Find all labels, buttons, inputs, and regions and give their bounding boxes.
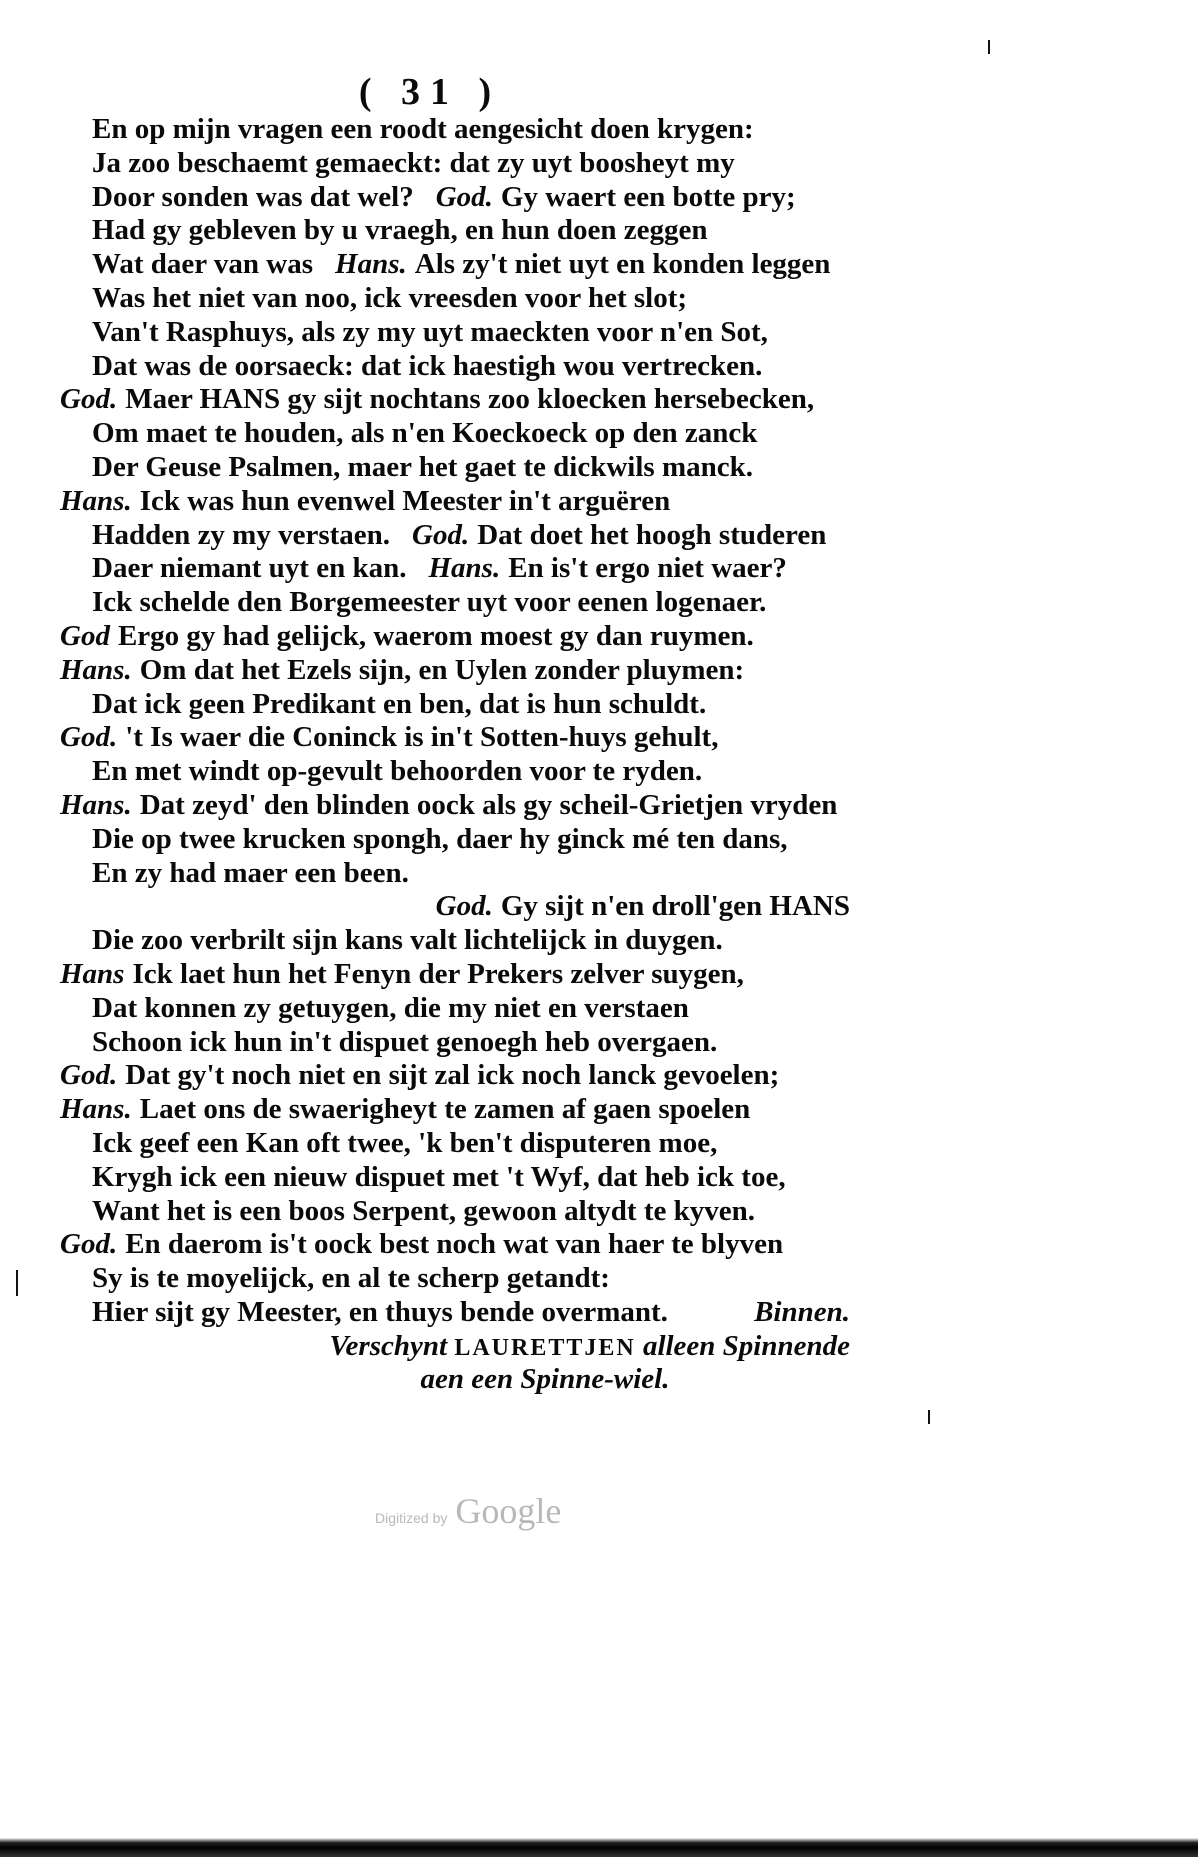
line-text: Had gy gebleven by u vraegh, en hun doen zeggen [92,214,708,247]
speaker-name: God. [60,1059,118,1092]
speaker-name: God. [60,721,118,754]
speaker-name: God. [435,890,493,923]
line-text: Hadden zy my verstaen. [92,518,391,551]
line-text: Daer niemant uyt en kan. [92,552,407,585]
line-text: Dat ick geen Predikant en ben, dat is hun schuldt. [92,687,707,720]
character-name: LAURETTJEN [454,1334,636,1361]
verse-line [60,451,850,485]
line-text: Dat gy't noch niet en sijt zal ick noch lanck gevoelen; [125,1059,780,1092]
stage-direction [60,1363,850,1397]
line-text: En is't ergo niet waer? [508,552,787,585]
speaker-name: God. [60,1228,118,1261]
verse-line [60,1059,850,1093]
verse-line [60,417,850,451]
verse-line [60,316,850,350]
line-text: Dat doet het hoogh studeren [477,518,827,551]
verse-line [60,282,850,316]
digitized-by-label: Digitized by [375,1510,448,1526]
stage-exit: Binnen. [754,1295,850,1328]
line-text: Maer HANS gy sijt nochtans zoo kloecken hersebecken, [125,383,815,416]
google-logo: Google [455,1491,562,1531]
line-text: Ick geef een Kan oft twee, 'k ben't disputeren moe, [92,1126,718,1159]
speaker-name: God. [412,518,470,551]
line-text: En zy had maer een been. [92,856,409,889]
scan-margin-mark [928,1410,930,1424]
line-text: Van't Rasphuys, als zy my uyt maeckten voor n'en Sot, [92,315,768,348]
stage-direction-line2: aen een Spinne-wiel. [420,1363,670,1396]
speaker-name: Hans. [60,484,132,517]
speaker-name: God [60,619,110,652]
speaker-name: Hans. [60,653,132,686]
verse-line [60,586,850,620]
line-text: Dat konnen zy getuygen, die my niet en verstaen [92,991,689,1024]
verse-line [60,113,850,147]
speaker-name: Hans [60,957,125,990]
stage-direction [60,1330,850,1364]
verse-line [60,890,850,924]
verse-line [60,1093,850,1127]
line-text: Om maet te houden, als n'en Koeckoeck op den zanck [92,417,758,450]
line-text: Als zy't niet uyt en konden leggen [414,248,831,281]
verse-line [60,383,850,417]
line-text: Krygh ick een nieuw dispuet met 't Wyf, dat heb ick toe, [92,1160,786,1193]
line-text: Dat was de oorsaeck: dat ick haestigh wou vertrecken. [92,349,763,382]
verse-line [60,654,850,688]
line-text: Der Geuse Psalmen, maer het gaet te dickwils manck. [92,450,753,483]
line-text: Ick laet hun het Fenyn der Prekers zelver suygen, [132,957,744,990]
verse-line [60,1161,850,1195]
verse-line [60,181,850,215]
line-text: En op mijn vragen een roodt aengesicht doen krygen: [92,113,754,145]
verse-line [60,147,850,181]
verse-line [60,755,850,789]
line-text: Ergo gy had gelijck, waerom moest gy dan ruymen. [117,619,754,652]
verse-line [60,992,850,1026]
line-text: Sy is te moyelijck, en al te scherp getandt: [92,1262,610,1295]
verse-line [60,350,850,384]
verse-line [60,214,850,248]
verse-line [60,924,850,958]
speaker-name: God. [60,383,118,416]
line-text: Die zoo verbrilt sijn kans valt lichtelijck in duygen. [92,924,723,957]
line-text: Laet ons de swaerigheyt te zamen af gaen spoelen [139,1093,751,1126]
speaker-name: Hans. [428,552,501,585]
line-text: Ja zoo beschaemt gemaeckt: dat zy uyt boosheyt my [92,146,735,179]
line-text: Dat zeyd' den blinden oock als gy scheil-Grietjen vryden [139,788,838,821]
page-number: ( 31 ) [358,71,502,113]
verse-line [60,485,850,519]
line-text: Wat daer van was [92,248,314,281]
line-text: Ick was hun evenwel Meester in't arguëren [139,484,671,517]
verse-line [60,552,850,586]
verse-line [60,857,850,891]
verse-line [60,1026,850,1060]
line-text: Was het niet van noo, ick vreesden voor het slot; [92,281,688,314]
line-text: Die op twee krucken spongh, daer hy ginck mé ten dans, [92,822,788,855]
verse-line [60,789,850,823]
play-text [60,113,850,1397]
scan-margin-mark [16,1270,18,1296]
line-text: Schoon ick hun in't dispuet genoegh heb overgaen. [92,1025,718,1058]
line-text: Want het is een boos Serpent, gewoon altydt te kyven. [92,1194,755,1227]
verse-line [60,519,850,553]
line-text: Ick schelde den Borgemeester uyt voor eenen logenaer. [92,586,767,619]
speaker-name: God. [435,180,493,213]
line-text: Hier sijt gy Meester, en thuys bende overmant. [92,1295,668,1328]
line-text: 't Is waer die Coninck is in't Sotten-huys gehult, [125,721,719,754]
verse-line [60,1296,850,1330]
verse-line [60,1127,850,1161]
verse-line [60,620,850,654]
stage-direction-suffix: alleen Spinnende [642,1329,850,1362]
verse-line [60,1195,850,1229]
page-bottom-edge [0,1825,1198,1857]
verse-line [60,1228,850,1262]
digitized-by-google-watermark [375,1490,595,1532]
stage-direction-prefix: Verschynt [329,1329,448,1362]
scan-margin-mark [988,40,990,54]
line-text: Gy sijt n'en droll'gen HANS [500,890,850,923]
verse-line [60,958,850,992]
verse-line [60,688,850,722]
line-text: Om dat het Ezels sijn, en Uylen zonder pluymen: [139,653,745,686]
speaker-name: Hans. [60,1093,132,1126]
line-text: Gy waert een botte pry; [500,180,796,213]
verse-line [60,1262,850,1296]
verse-line [60,248,850,282]
speaker-name: Hans. [335,248,407,281]
speaker-name: Hans. [60,788,132,821]
line-text: Door sonden was dat wel? [92,180,414,213]
line-text: En daerom is't oock best noch wat van haer te blyven [125,1228,784,1261]
verse-line [60,721,850,755]
line-text: En met windt op-gevult behoorden voor te ryden. [92,755,703,788]
verse-line [60,823,850,857]
